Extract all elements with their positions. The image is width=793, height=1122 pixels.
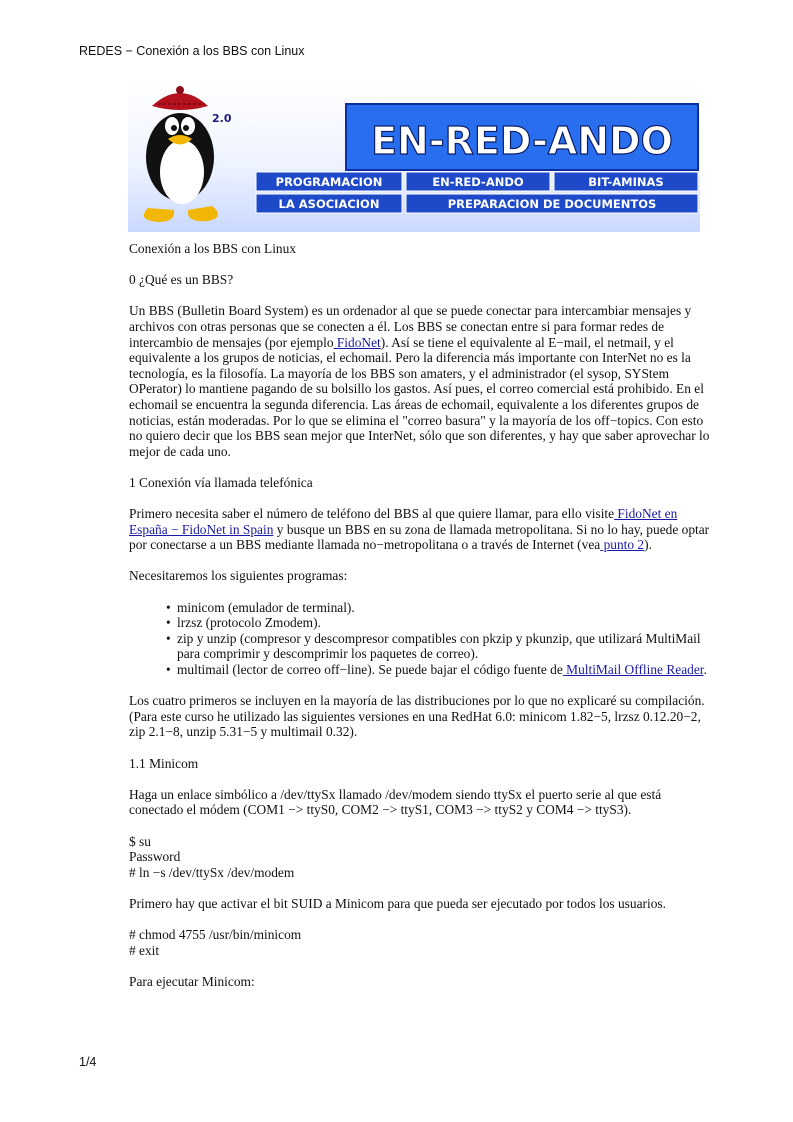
- document-title: Conexión a los BBS con Linux: [129, 241, 297, 256]
- link-multimail[interactable]: MultiMail Offline Reader: [562, 662, 704, 678]
- document-body: [129, 241, 711, 1005]
- code-block-chmod: # chmod 4755 /usr/bin/minicom # exit: [129, 927, 302, 958]
- paragraph-suid: Primero hay que activar el bit SUID a Minicom para que pueda ser ejecutado por todos los usuarios.: [129, 895, 666, 911]
- banner-version: 2.0: [212, 112, 232, 125]
- link-punto-2[interactable]: punto 2: [600, 537, 645, 553]
- paragraph-symlink: Haga un enlace simbólico a /dev/ttySx llamado /dev/modem siendo ttySx el puerto serie al que está conectado el módem (COM1 −> ttyS0, COM2 −> ttyS1, COM3 −> ttyS2 y COM4 −> ttyS3).: [129, 786, 662, 818]
- banner-title: EN-RED-ANDO: [371, 119, 673, 163]
- paragraph-bbs-intro: Un BBS (Bulletin Board System) es un ordenador al que se puede conectar para intercambiar mensajes y archivos con otras personas que se conecten a él. Los BBS se conectan entre si para formar redes de intercambio de mensajes (por ejemplo FidoNet). Así se tiene el equivalente al E−mail, el netmail, y el equivalente a los grupos de noticias, el echomail. Pero la diferencia más importante con InterNet no es la tecnología, es la filosofía. La mayoría de los BBS son amaters, y el administrador (el sysop, SYStem OPerator) lo mantiene pagando de su bolsillo los gastos. Así pues, el correo comercial está prohibido. En el echomail se encuentra la segunda diferencia. Las áreas de echomail, equivalente a los diferentes grupos de noticias, están moderadas. Por lo que se elimina el "correo basura" y la mayoría de los off−topics. Con esto no quiero decir que los BBS sean mejor que InterNet, sólo que son diferentes, y hay que saber aprovechar lo mejor de cada uno.: [129, 303, 710, 459]
- list-item: • lrzsz (protocolo Zmodem).: [166, 615, 711, 631]
- list-item: • minicom (emulador de terminal).: [166, 600, 711, 616]
- nav-item-programacion[interactable]: PROGRAMACION: [275, 175, 383, 189]
- nav-item-en-red-ando[interactable]: EN-RED-ANDO: [432, 175, 524, 189]
- paragraph-programs-intro: Necesitaremos los siguientes programas:: [129, 568, 348, 584]
- link-fidonet[interactable]: FidoNet: [333, 334, 381, 350]
- nav-item-bit-aminas[interactable]: BIT-AMINAS: [588, 175, 664, 189]
- nav-item-preparacion-documentos[interactable]: PREPARACION DE DOCUMENTOS: [447, 197, 657, 211]
- link-fidonet-spain[interactable]: FidoNet en España − FidoNet in Spain: [129, 506, 678, 537]
- nav-item-la-asociacion[interactable]: LA ASOCIACION: [278, 197, 380, 211]
- list-item: • multimail (lector de correo off−line). Se puede bajar el código fuente de MultiMail Offline Reader.: [166, 662, 711, 678]
- programs-list: [129, 600, 711, 678]
- paragraph-phone-connection: Primero necesita saber el número de teléfono del BBS al que quiere llamar, para ello visite FidoNet en España − FidoNet in Spain y busque un BBS en su zona de llamada metropolitana. Si no lo hay, puede optar por conectarse a un BBS mediante llamada no−metropolitana o a través de Internet (vea punto 2).: [129, 506, 710, 553]
- section-heading-0: 0 ¿Qué es un BBS?: [129, 272, 234, 288]
- section-heading-1: 1 Conexión vía llamada telefónica: [129, 474, 313, 490]
- site-banner: [128, 84, 700, 232]
- running-header: REDES − Conexión a los BBS con Linux: [79, 44, 305, 58]
- code-block-symlink: $ su Password # ln −s /dev/ttySx /dev/modem: [129, 833, 295, 880]
- page-number: 1/4: [79, 1055, 97, 1069]
- section-heading-1-1: 1.1 Minicom: [129, 755, 199, 771]
- paragraph-run-minicom: Para ejecutar Minicom:: [129, 973, 255, 989]
- paragraph-versions: Los cuatro primeros se incluyen en la mayoría de las distribuciones por lo que no explicaré su compilación. (Para este curso he utilizado las siguientes versiones en una RedHat 6.0: minicom 1.82−5, lrzsz 0.12.20−2, zip 2.1−8, unzip 5.31−5 y multimail 0.32).: [129, 693, 705, 740]
- list-item: • zip y unzip (compresor y descompresor compatibles con pkzip y pkunzip, que utilizará MultiMail para comprimir y descomprimir los paquetes de correo).: [166, 631, 711, 662]
